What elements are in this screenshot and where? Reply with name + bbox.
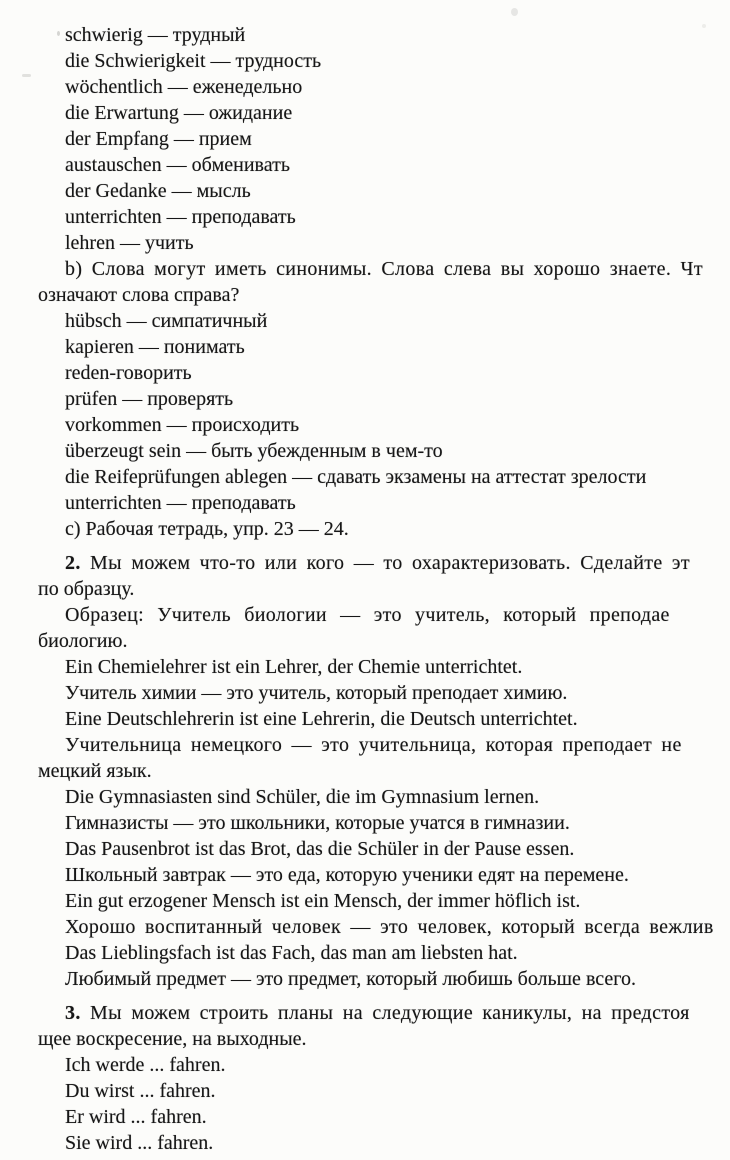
line-text: unterrichten — преподавать xyxy=(65,492,296,514)
line-text: der Empfang — прием xyxy=(65,128,252,150)
sentence-line xyxy=(0,940,730,966)
line-text: c) Рабочая тетрадь, упр. 23 — 24. xyxy=(65,518,349,540)
line-text: kapieren — понимать xyxy=(65,336,245,358)
line-text: Гимназисты — это школьники, которые учатся в гимназии. xyxy=(65,812,570,834)
vocab-line xyxy=(0,178,730,204)
line-text: der Gedanke — мысль xyxy=(65,180,251,202)
sentence-line xyxy=(0,862,730,888)
sentence-line xyxy=(0,732,730,758)
line-text: щее воскресение, на выходные. xyxy=(38,1028,307,1050)
line-text: Sie wird ... fahren. xyxy=(65,1132,214,1154)
line-text: Das Lieblingsfach ist das Fach, das man am liebsten hat. xyxy=(65,942,518,964)
line-text: austauschen — обменивать xyxy=(65,154,290,176)
sentence-line xyxy=(0,654,730,680)
scan-artifact xyxy=(702,24,706,28)
line-text: prüfen — проверять xyxy=(65,388,234,410)
vocab-line xyxy=(0,74,730,100)
vocab-line xyxy=(0,126,730,152)
line-text: Die Gymnasiasten sind Schüler, die im Gymnasium lernen. xyxy=(65,786,540,808)
line-text: Учительница немецкого — это учительница, которая преподает не xyxy=(65,734,682,756)
vocab-line xyxy=(0,438,730,464)
text-line xyxy=(0,628,730,654)
line-text: die Erwartung — ожидание xyxy=(65,102,293,124)
line-text: Мы можем что-то или кого — то охарактеризовать. Сделайте эт xyxy=(80,552,690,574)
line-text: Учитель химии — это учитель, который преподает химию. xyxy=(65,682,568,704)
line-text: Ein Chemielehrer ist ein Lehrer, der Chemie unterrichtet. xyxy=(65,656,523,678)
task-c-line xyxy=(0,516,730,542)
line-text: die Schwierigkeit — трудность xyxy=(65,50,322,72)
item-number: 3. xyxy=(65,1002,81,1024)
scan-artifact xyxy=(511,8,518,16)
line-text: Eine Deutschlehrerin ist eine Lehrerin, die Deutsch unterrichtet. xyxy=(65,708,578,730)
item-number: 2. xyxy=(65,552,81,574)
line-text: Ich werde ... fahren. xyxy=(65,1054,226,1076)
line-text: unterrichten — преподавать xyxy=(65,206,296,228)
vocab-line xyxy=(0,22,730,48)
task-b-line xyxy=(0,256,730,282)
line-text: Хорошо воспитанный человек — это человек, который всегда вежлив xyxy=(65,916,714,938)
line-text: hübsch — симпатичный xyxy=(65,310,268,332)
line-text: wöchentlich — еженедельно xyxy=(65,76,303,98)
line-text: die Reifeprüfungen ablegen — сдавать экзамены на аттестат зрелости xyxy=(65,466,647,488)
vocab-line xyxy=(0,100,730,126)
task-2-line xyxy=(0,550,730,576)
line-text: биологию. xyxy=(38,630,128,652)
text-line xyxy=(0,576,730,602)
line-text: мецкий язык. xyxy=(38,760,152,782)
vocab-line xyxy=(0,412,730,438)
line-text: b) Слова могут иметь синонимы. Слова слева вы хорошо знаете. Чт xyxy=(65,258,703,280)
vocab-line xyxy=(0,490,730,516)
scan-artifact xyxy=(22,74,31,77)
line-text: означают слова справа? xyxy=(38,284,240,306)
vocab-line xyxy=(0,334,730,360)
vocab-line xyxy=(0,386,730,412)
sentence-line xyxy=(0,1078,730,1104)
line-text: Ein gut erzogener Mensch ist ein Mensch, der immer höflich ist. xyxy=(65,890,581,912)
line-text: vorkommen — происходить xyxy=(65,414,300,436)
line-text: Любимый предмет — это предмет, который любишь больше всего. xyxy=(65,968,636,990)
line-text: Das Pausenbrot ist das Brot, das die Schüler in der Pause essen. xyxy=(65,838,575,860)
vocab-line xyxy=(0,464,730,490)
line-text: lehren — учить xyxy=(65,232,194,254)
vocab-line xyxy=(0,360,730,386)
text-line xyxy=(0,282,730,308)
sentence-line xyxy=(0,784,730,810)
sentence-line xyxy=(0,810,730,836)
sentence-line xyxy=(0,1130,730,1156)
line-text: Du wirst ... fahren. xyxy=(65,1080,216,1102)
text-line xyxy=(0,1026,730,1052)
example-line xyxy=(0,602,730,628)
line-text: Er wird ... fahren. xyxy=(65,1106,207,1128)
line-text: schwierig — трудный xyxy=(65,24,246,46)
sentence-line xyxy=(0,680,730,706)
vocab-line xyxy=(0,48,730,74)
vocab-line xyxy=(0,152,730,178)
sentence-line xyxy=(0,836,730,862)
line-text: Мы можем строить планы на следующие каникулы, на предстоя xyxy=(80,1002,690,1024)
line-text: überzeugt sein — быть убежденным в чем-то xyxy=(65,440,443,462)
line-text: reden-говорить xyxy=(65,362,192,384)
scan-artifact xyxy=(57,31,60,36)
vocab-line xyxy=(0,230,730,256)
sentence-line xyxy=(0,1104,730,1130)
sentence-line xyxy=(0,706,730,732)
sentence-line xyxy=(0,966,730,992)
sentence-line xyxy=(0,914,730,940)
line-text: Образец: Учитель биологии — это учитель, который преподае xyxy=(65,604,670,626)
vocab-line xyxy=(0,308,730,334)
sentence-line xyxy=(0,888,730,914)
line-text: Школьный завтрак — это еда, которую ученики едят на перемене. xyxy=(65,864,629,886)
line-text: по образцу. xyxy=(38,578,135,600)
task-3-line xyxy=(0,1000,730,1026)
text-line xyxy=(0,758,730,784)
vocab-line xyxy=(0,204,730,230)
sentence-line xyxy=(0,1052,730,1078)
